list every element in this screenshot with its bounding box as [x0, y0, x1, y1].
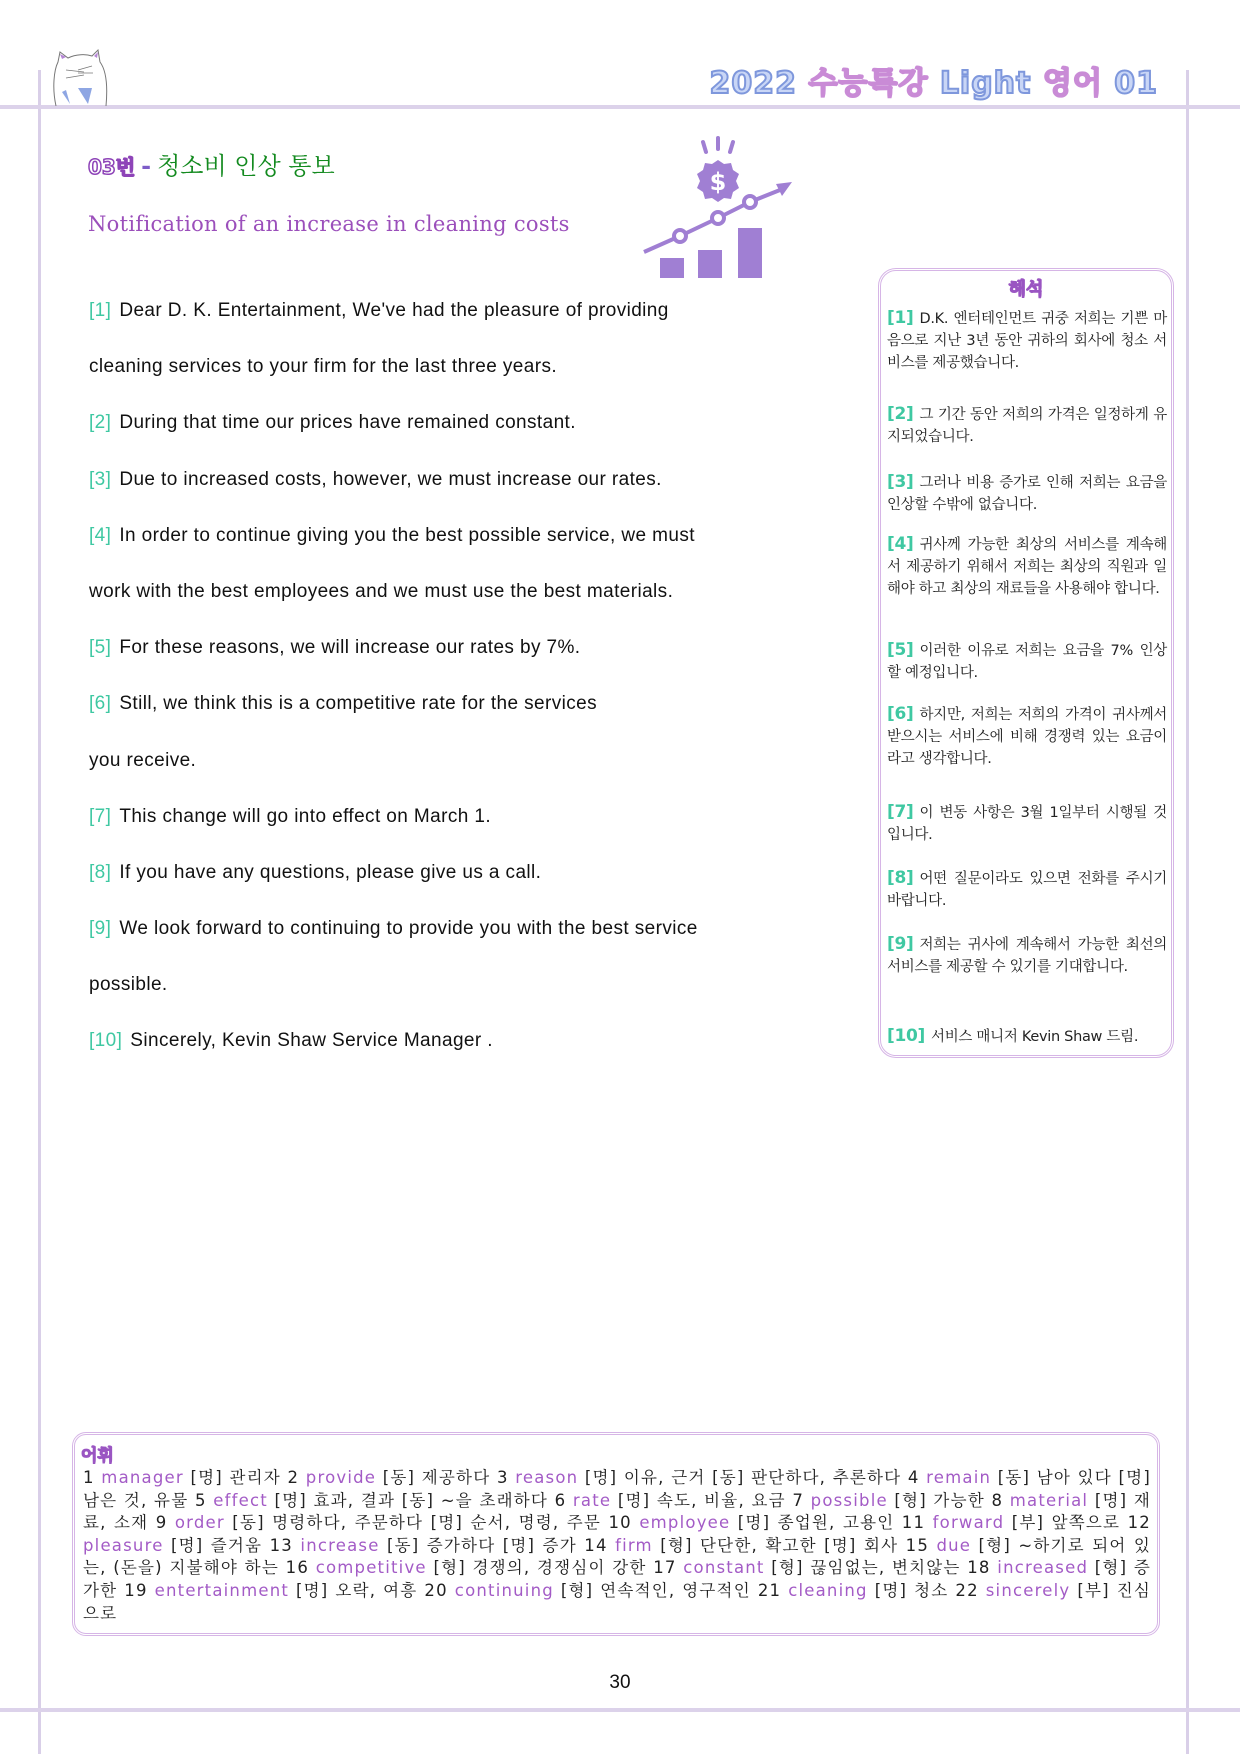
vocab-number: 9	[155, 1513, 175, 1533]
vocab-number: 20	[424, 1580, 455, 1600]
translation-item	[887, 933, 1167, 978]
vocab-word: sincerely	[985, 1580, 1071, 1600]
translation-item	[887, 1025, 1167, 1048]
sentence-text: If you have any questions, please give us a call.	[119, 861, 542, 883]
sentence-text: During that time our prices have remained constant.	[119, 412, 576, 434]
vocab-entry	[156, 1513, 609, 1532]
vocab-word: rate	[572, 1490, 612, 1510]
vocab-definition: [부] 앞쪽으로	[1004, 1513, 1128, 1533]
vocab-number: 10	[608, 1513, 640, 1533]
translation-item	[887, 403, 1167, 448]
vocab-entry	[195, 1491, 555, 1510]
vocab-word: competitive	[315, 1558, 427, 1578]
heading-english: Notification of an increase in cleaning costs	[88, 212, 570, 236]
vocab-definition: [명] 청소	[867, 1580, 956, 1600]
vocab-entry	[124, 1581, 424, 1600]
page-number: 30	[609, 1672, 631, 1693]
vocab-number: 19	[124, 1580, 155, 1600]
vocab-word: manager	[101, 1468, 184, 1487]
vocab-number: 4	[907, 1468, 927, 1487]
footer-rule	[0, 1708, 1240, 1712]
vocab-word: order	[174, 1513, 225, 1533]
sentence-text: possible.	[89, 974, 168, 996]
sentence-text: Due to increased costs, however, we must increase our rates.	[119, 468, 662, 490]
vocab-definition: [형] 연속적인, 영구적인	[553, 1580, 758, 1600]
translation-text: 이 변동 사항은 3월 1일부터 시행될 것입니다.	[887, 805, 1167, 843]
translation-text: 서비스 매니저 Kevin Shaw 드림.	[931, 1029, 1139, 1045]
translation-text: 저희는 귀사에 계속해서 가능한 최선의 서비스를 제공할 수 있기를 기대합니다.	[887, 937, 1167, 975]
vocab-definition: [명] 속도, 비율, 요금	[611, 1490, 793, 1510]
sentence-text: Sincerely, Kevin Shaw Service Manager .	[130, 1030, 493, 1052]
sentence-marker: [3]	[89, 468, 112, 490]
english-passage	[89, 300, 829, 1087]
sentence-marker: [10]	[887, 1026, 925, 1046]
sentence-marker: [6]	[887, 704, 914, 724]
translation-text: 그러나 비용 증가로 인해 저희는 요금을 인상할 수밖에 없습니다.	[887, 475, 1167, 513]
sentence-marker: [5]	[887, 640, 914, 660]
frame-line-left	[38, 70, 41, 1754]
title-light: Light	[939, 66, 1043, 101]
vocab-entry	[288, 1468, 497, 1487]
translation-text: 하지만, 저희는 저희의 가격이 귀사께서 받으시는 서비스에 비해 경쟁력 있는 요금이라고 생각합니다.	[887, 707, 1167, 767]
vocab-number: 14	[584, 1535, 616, 1555]
title-year: 2022	[709, 66, 809, 101]
document-title	[709, 58, 1158, 102]
vocab-definition: [명] 관리자	[183, 1468, 288, 1487]
vocab-definition: [명] 재료, 소재	[83, 1490, 1151, 1533]
svg-text:$: $	[709, 168, 727, 196]
vocab-word: possible	[810, 1490, 888, 1510]
vocab-number: 3	[496, 1468, 516, 1487]
translation-item	[887, 471, 1167, 516]
vocab-number: 17	[653, 1558, 684, 1578]
title-volume: 01	[1114, 66, 1158, 101]
sentence-marker: [9]	[887, 934, 914, 954]
vocab-definition: [동] 명령하다, 주문하다 [명] 순서, 명령, 주문	[224, 1513, 609, 1533]
vocab-number: 15	[905, 1535, 937, 1555]
passage-line	[89, 806, 829, 862]
heading-dash: -	[141, 151, 152, 180]
translation-text: 어떤 질문이라도 있으면 전화를 주시기 바랍니다.	[887, 871, 1167, 909]
translation-item	[887, 533, 1167, 600]
vocab-definition: [명] 이유, 근거 [동] 판단하다, 추론하다	[578, 1468, 908, 1487]
vocab-entry	[270, 1536, 585, 1555]
passage-line	[89, 918, 829, 974]
cat-mascot-icon	[48, 48, 120, 106]
vocab-word: provide	[305, 1468, 377, 1487]
vocab-entry	[424, 1581, 757, 1600]
vocab-word: forward	[932, 1513, 1005, 1533]
sentence-text: In order to continue giving you the best possible service, we must	[119, 524, 695, 546]
translation-text: 그 기간 동안 저희의 가격은 일정하게 유지되었습니다.	[887, 407, 1167, 445]
sentence-marker: [2]	[887, 404, 914, 424]
vocab-definition: [동] 증가하다 [명] 증가	[379, 1535, 585, 1555]
vocab-definition: [명] 종업원, 고용인	[730, 1513, 902, 1533]
passage-line	[89, 525, 829, 581]
sentence-marker: [1]	[887, 308, 914, 328]
sentence-marker: [6]	[89, 693, 112, 715]
translation-box	[878, 268, 1174, 1058]
translation-title: 해석	[1008, 279, 1044, 300]
translation-item	[887, 867, 1167, 912]
sentence-text: We look forward to continuing to provide you with the best service	[119, 918, 698, 940]
translation-item	[887, 801, 1167, 846]
vocab-entry	[758, 1581, 956, 1600]
sentence-text: This change will go into effect on March 1.	[119, 805, 492, 827]
vocab-number: 5	[194, 1490, 214, 1510]
sentence-marker: [8]	[887, 868, 914, 888]
passage-line	[89, 469, 829, 525]
vocab-number: 11	[901, 1513, 933, 1533]
section-heading	[88, 146, 335, 181]
vocab-definition: [부] 진심으로	[83, 1580, 1152, 1623]
vocab-entry	[792, 1491, 991, 1510]
vocab-entry	[902, 1513, 1128, 1532]
translation-text: 귀사께 가능한 최상의 서비스를 계속해서 제공하기 위해서 저희는 최상의 직원과 일해야 하고 최상의 재료들을 사용해야 합니다.	[887, 537, 1167, 597]
sentence-marker: [5]	[89, 637, 112, 659]
vocab-number: 8	[991, 1490, 1010, 1510]
header-rule	[0, 105, 1240, 109]
vocab-word: remain	[926, 1468, 992, 1487]
passage-line	[89, 1030, 829, 1086]
passage-line	[89, 300, 829, 356]
translation-text: D.K. 엔터테인먼트 귀중 저희는 기쁜 마음으로 지난 3년 동안 귀하의 회사에 청소 서비스를 제공했습니다.	[887, 311, 1167, 371]
vocab-entry	[497, 1468, 908, 1487]
vocabulary-title: 어휘	[81, 1446, 114, 1466]
vocab-number: 12	[1127, 1513, 1151, 1533]
vocab-word: firm	[615, 1535, 653, 1555]
vocab-number: 2	[287, 1468, 306, 1487]
passage-line	[89, 356, 829, 412]
price-increase-chart-icon	[640, 130, 800, 280]
passage-line	[89, 412, 829, 468]
passage-line	[89, 862, 829, 918]
title-subject: 영어	[1042, 66, 1115, 101]
vocab-word: constant	[683, 1558, 765, 1578]
vocab-word: employee	[639, 1513, 731, 1533]
vocab-number: 7	[792, 1490, 811, 1510]
passage-line	[89, 750, 829, 806]
sentence-marker: [8]	[89, 861, 112, 883]
vocab-definition: [명] 오락, 여흥	[289, 1580, 425, 1600]
translation-item	[887, 639, 1167, 684]
vocab-number: 6	[554, 1490, 573, 1510]
title-series: 수능특강	[808, 66, 940, 101]
vocabulary-box	[72, 1432, 1160, 1636]
vocab-definition: [동] 제공하다	[376, 1468, 497, 1487]
sentence-marker: [9]	[89, 918, 112, 940]
frame-line-right	[1186, 70, 1189, 1754]
sentence-text: For these reasons, we will increase our rates by 7%.	[119, 637, 581, 659]
vocab-definition: [형] 단단한, 확고한 [명] 회사	[652, 1535, 906, 1555]
passage-line	[89, 693, 829, 749]
vocab-definition: [형] ~하기로 되어 있는, (돈을) 지불해야 하는	[83, 1535, 1152, 1578]
sentence-marker: [10]	[89, 1030, 123, 1052]
vocab-definition: [형] 증가한	[83, 1558, 1152, 1600]
vocab-number: 16	[285, 1558, 316, 1578]
sentence-marker: [7]	[89, 805, 112, 827]
sentence-text: cleaning services to your firm for the last three years.	[89, 356, 558, 378]
vocab-number: 18	[967, 1558, 998, 1578]
sentence-marker: [7]	[887, 802, 914, 822]
vocab-number: 22	[955, 1580, 986, 1600]
sentence-marker: [3]	[887, 472, 914, 492]
question-number: 03번	[88, 155, 136, 179]
vocab-definition: [명] 효과, 결과 [동] ~을 초래하다	[267, 1490, 555, 1510]
vocab-definition: [형] 끊임없는, 변치않는	[764, 1558, 968, 1578]
vocab-definition: [명] 즐거움	[163, 1535, 270, 1555]
sentence-marker: [4]	[887, 534, 914, 554]
passage-line	[89, 581, 829, 637]
vocab-word: effect	[213, 1490, 268, 1510]
vocab-entry	[653, 1558, 967, 1577]
sentence-marker: [1]	[89, 300, 112, 321]
vocab-entry	[555, 1491, 793, 1510]
sentence-text: Still, we think this is a competitive rate for the services	[119, 693, 597, 715]
vocab-definition: [형] 경쟁의, 경쟁심이 강한	[426, 1558, 654, 1578]
vocabulary-list	[83, 1467, 1151, 1625]
vocab-number: 21	[757, 1580, 789, 1600]
vocab-entry	[608, 1513, 901, 1532]
vocab-entry	[584, 1536, 905, 1555]
vocab-definition: [형] 가능한	[887, 1490, 992, 1510]
vocab-word: reason	[515, 1468, 579, 1487]
vocab-entry	[83, 1468, 288, 1487]
vocab-word: entertainment	[154, 1580, 290, 1600]
vocab-word: increase	[300, 1535, 380, 1555]
vocab-word: due	[936, 1535, 972, 1555]
vocab-definition: [동] 남아 있다 [명] 남은 것, 유물	[83, 1468, 1151, 1510]
vocab-entry	[286, 1558, 654, 1577]
sentence-text: you receive.	[89, 749, 197, 771]
heading-korean: 청소비 인상 통보	[157, 152, 335, 180]
vocab-number: 1	[83, 1468, 102, 1487]
vocab-word: increased	[997, 1558, 1089, 1578]
passage-line	[89, 974, 829, 1030]
sentence-marker: [4]	[89, 524, 112, 546]
translation-item	[887, 307, 1167, 374]
passage-line	[89, 637, 829, 693]
sentence-text: Dear D. K. Entertainment, We've had the pleasure of providing	[119, 300, 669, 321]
sentence-marker: [2]	[89, 412, 112, 434]
translation-item	[887, 703, 1167, 770]
vocab-word: pleasure	[83, 1535, 164, 1555]
vocab-word: material	[1009, 1490, 1089, 1510]
translation-text: 이러한 이유로 저희는 요금을 7% 인상할 예정입니다.	[887, 643, 1167, 681]
sentence-text: work with the best employees and we must use the best materials.	[89, 580, 674, 602]
vocab-word: continuing	[454, 1580, 554, 1600]
vocab-word: cleaning	[788, 1580, 868, 1600]
vocab-number: 13	[269, 1535, 301, 1555]
